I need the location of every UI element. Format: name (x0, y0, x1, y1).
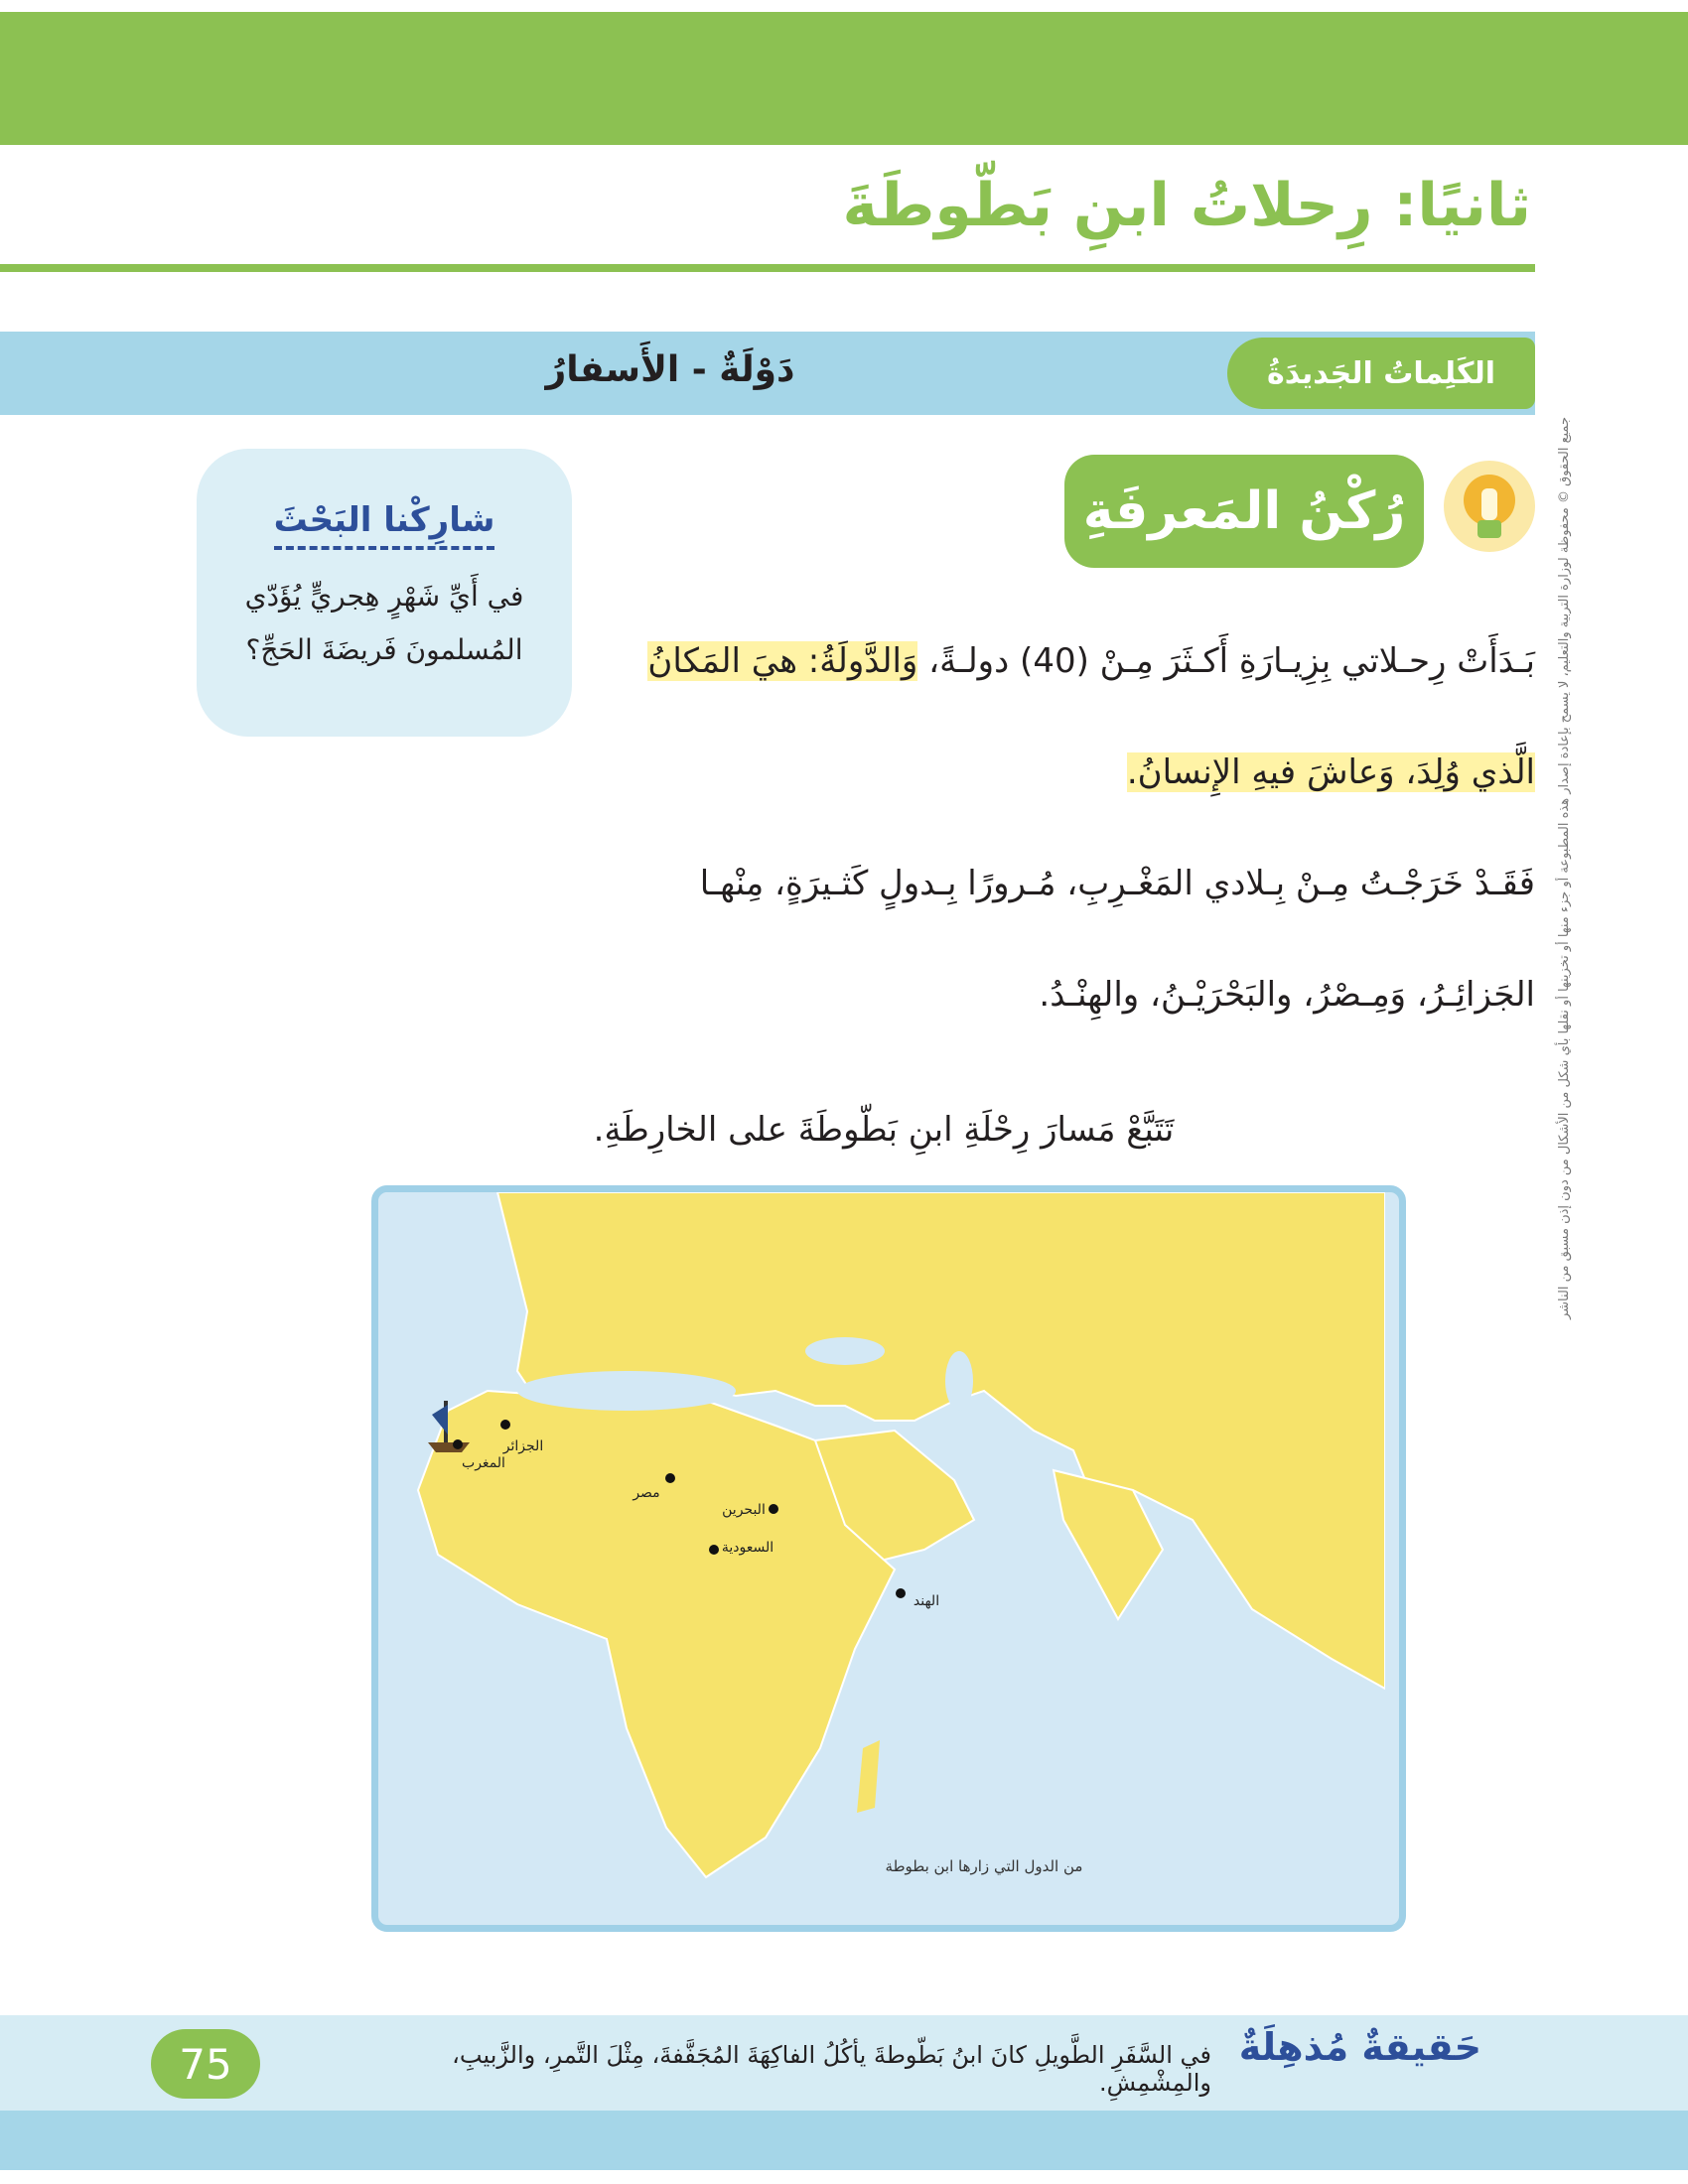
bottom-band (0, 2111, 1688, 2170)
map-legend: من الدول التي زارها ابن بطوطة (885, 1857, 1083, 1875)
copyright-note: جميع الحقوق © محفوظة لوزارة التربية والتعليم، لا يسمح بإعادة إصدار هذه المطبوعة أو جزء منها أو تخزينها أو نقلها بأي شكل من الأشكال من دون إذن مسبق من الناشر (1557, 417, 1572, 1320)
world-map (378, 1192, 1385, 1911)
research-box (197, 449, 572, 737)
city-dot-india (896, 1588, 906, 1598)
paragraph-1 (584, 606, 1535, 828)
title-underline (0, 264, 1535, 272)
vocabulary-label: الكَلِماتُ الجَديدَةُ (1227, 338, 1535, 409)
amazing-fact-text: في السَّفَرِ الطَّويلِ كانَ ابنُ بَطّوطةَ يأكُلُ الفاكِهَةَ المُجَفَّفةَ، مِثْلَ التَّمرِ، والزَّبيبِ، والمِشْمِشِ. (452, 2041, 1211, 2097)
research-question: في أَيِّ شَهْرٍ هِجريٍّ يُؤَدّي المُسلمونَ فَريضَةَ الحَجِّ؟ (244, 580, 524, 666)
map-frame (371, 1185, 1406, 1932)
city-dot-saudi (709, 1545, 719, 1555)
city-label-saudi: السعودية (721, 1540, 774, 1556)
amazing-fact-title: حَقيقةٌ مُذهِلَةٌ (1238, 2025, 1481, 2069)
city-label-egypt: مصر (633, 1485, 660, 1501)
top-color-band (0, 12, 1688, 145)
city-label-india: الهند (913, 1593, 940, 1609)
lightbulb-icon (1442, 459, 1537, 554)
paragraph-1-text: بَـدَأَتْ رِحـلاتي بِزِيـارَةِ أَكـثَرَ مِـنْ (40) دولـةً، (917, 641, 1535, 681)
city-label-algeria: الجزائر (502, 1438, 544, 1454)
mediterranean-sea (517, 1371, 736, 1411)
map-caption: تَتَبَّعْ مَسارَ رِحْلَةِ ابنِ بَطّوطَةَ على الخارِطَةِ. (593, 1110, 1175, 1150)
paragraph-2: فَقَـدْ خَرَجْـتُ مِـنْ بِـلادي المَغْـرِبِ، مُـرورًا بِـدولٍ كَثـيرَةٍ، مِنْهـا الجَزائِـرُ، وَمِـصْرُ، والبَحْرَيْـنُ، والهِنْـدُ. (699, 864, 1535, 1015)
page-number: 75 (151, 2029, 260, 2099)
city-dot-morocco (453, 1439, 463, 1449)
black-sea (805, 1337, 885, 1365)
page-title: ثانيًا: رِحلاتُ ابنِ بَطّوطَةَ (842, 171, 1531, 240)
knowledge-corner-heading: رُكْنُ المَعرفَةِ (1064, 455, 1424, 568)
city-dot-bahrain (769, 1504, 778, 1514)
research-title: شارِكْنا البَحْثَ (274, 500, 495, 550)
vocabulary-words: دَوْلَةٌ - الأَسفارُ (545, 349, 795, 390)
city-label-morocco: المغرب (462, 1455, 505, 1471)
city-label-bahrain: البحرين (722, 1502, 766, 1518)
caspian-sea (945, 1351, 973, 1411)
knowledge-text (584, 606, 1535, 1050)
city-dot-egypt (665, 1473, 675, 1483)
city-dot-algeria (500, 1420, 510, 1430)
state-definition-highlight: وَالدَّولَةُ: هيَ المَكانُ الَّذي وُلِدَ، وَعاشَ فيهِ الإِنسانُ. (647, 641, 1535, 792)
